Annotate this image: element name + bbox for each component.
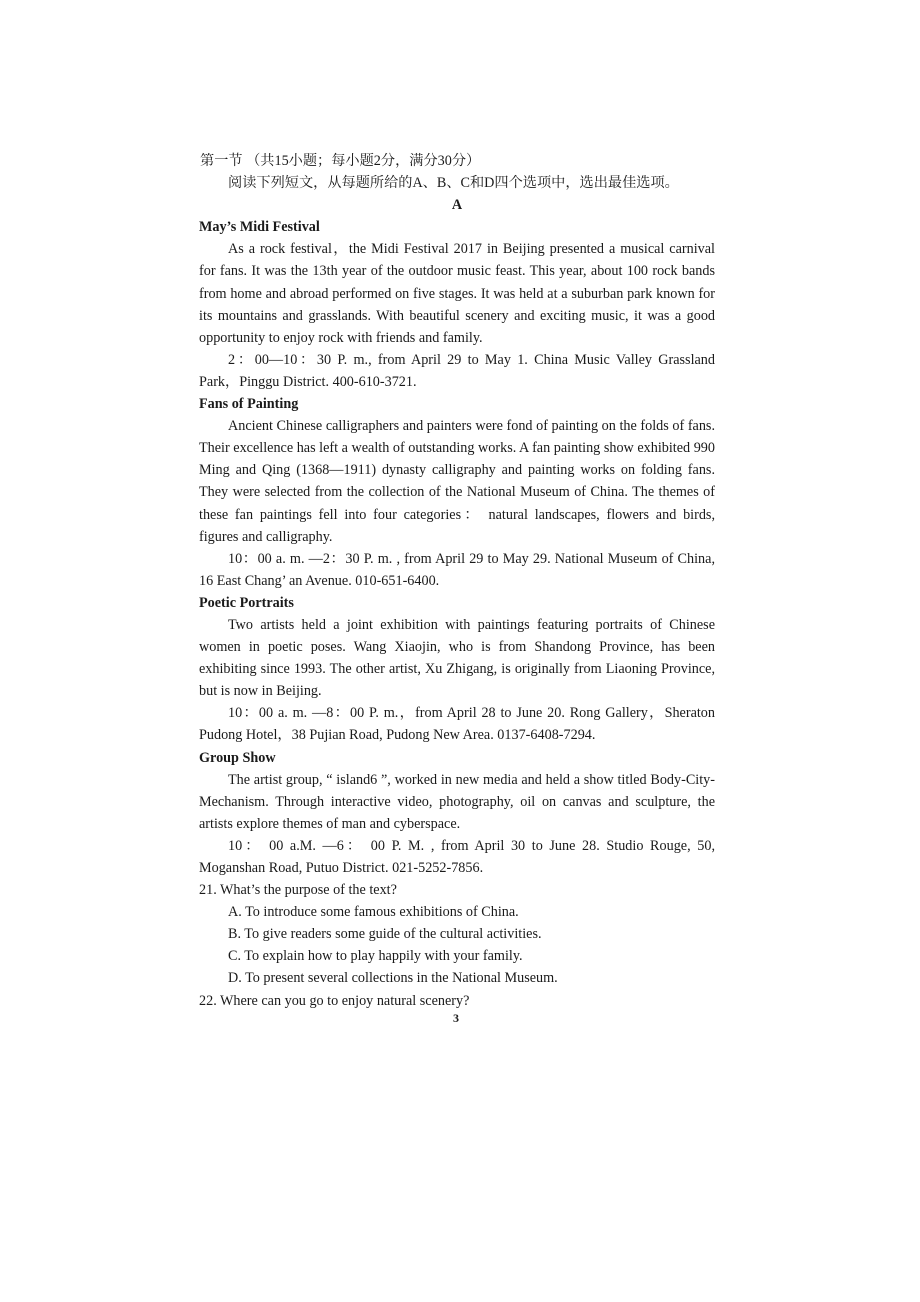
- instruction-text: 阅读下列短文，从每题所给的A、B、C和D四个选项中，选出最佳选项。: [228, 175, 679, 192]
- option-b: B. To give readers some guide of the cultural activities.: [228, 926, 542, 943]
- exam-page: [199, 150, 715, 1012]
- item-body: Two artists held a joint exhibition with paintings featuring portraits of Chinese women in poetic poses. Wang Xiaojin, who is from Shandong Province, has been exhibiting since 1993. The other artist, Xu Zhigang, is originally from Liaoning Province, but is now in Beijing.: [199, 616, 715, 700]
- item-info: 10：00 a. m. —8：00 P. m.，from April 28 to June 20. Rong Gallery，Sheraton Pudong Hotel，38 Pujian Road, Pudong New Area. 0137-6408-7294.: [199, 705, 715, 744]
- item-midi-festival: [199, 216, 715, 393]
- item-group-show: [199, 747, 715, 880]
- item-title: May’s Midi Festival: [199, 219, 320, 236]
- item-info: 10：00 a. m. —2：30 P. m. , from April 29 to May 29. National Museum of China, 16 East Chang’ an Avenue. 010-651-6400.: [199, 550, 715, 589]
- question-21: [199, 879, 715, 989]
- item-info: 10： 00 a.M. —6： 00 P. M. , from April 30 to June 28. Studio Rouge, 50, Moganshan Road, Putuo District. 021-5252-7856.: [199, 837, 715, 876]
- item-title: Fans of Painting: [199, 396, 299, 413]
- item-title: Poetic Portraits: [199, 594, 294, 611]
- question-22: [199, 990, 715, 1012]
- item-poetic-portraits: [199, 592, 715, 747]
- option-a: A. To introduce some famous exhibitions of China.: [228, 904, 519, 921]
- item-body: As a rock festival，the Midi Festival 2017 in Beijing presented a musical carnival for fans. It was the 13th year of the outdoor music feast. This year, about 100 rock bands from home and abroad performed on five stages. It was held at a suburban park known for its mountains and grasslands. With beautiful scenery and exciting music, it was a good opportunity to enjoy rock with friends and family.: [199, 241, 715, 346]
- page-number-text: 3: [453, 1011, 459, 1025]
- part-letter: A: [451, 197, 463, 214]
- item-fans-of-painting: [199, 393, 715, 592]
- section-header: 第一节 （共15小题；每小题2分，满分30分）: [200, 153, 481, 169]
- question-stem: 22. Where can you go to enjoy natural scenery?: [199, 992, 470, 1009]
- item-info: 2：00—10：30 P. m., from April 29 to May 1. China Music Valley Grassland Park，Pinggu District. 400-610-3721.: [199, 351, 715, 390]
- item-title: Group Show: [199, 749, 276, 766]
- option-c: C. To explain how to play happily with your family.: [228, 948, 523, 965]
- item-body: Ancient Chinese calligraphers and painters were fond of painting on the folds of fans. Their excellence has left a wealth of outstanding works. A fan painting show exhibited 990 Ming and Qing (1368—1911) dynasty calligraphy and painting works on folding fans. They were selected from the collection of the National Museum of China. The themes of these fan paintings fell into four categories： natural landscapes, flowers and birds, figures and calligraphy.: [199, 418, 715, 545]
- option-d: D. To present several collections in the National Museum.: [228, 970, 558, 987]
- item-body: The artist group, “ island6 ”, worked in new media and held a show titled Body-City-Mechanism. Through interactive video, photography, oil on canvas and sculpture, the artists explore themes of man and cyberspace.: [199, 771, 715, 832]
- page-number: [0, 1011, 920, 1026]
- question-stem: 21. What’s the purpose of the text?: [199, 882, 397, 899]
